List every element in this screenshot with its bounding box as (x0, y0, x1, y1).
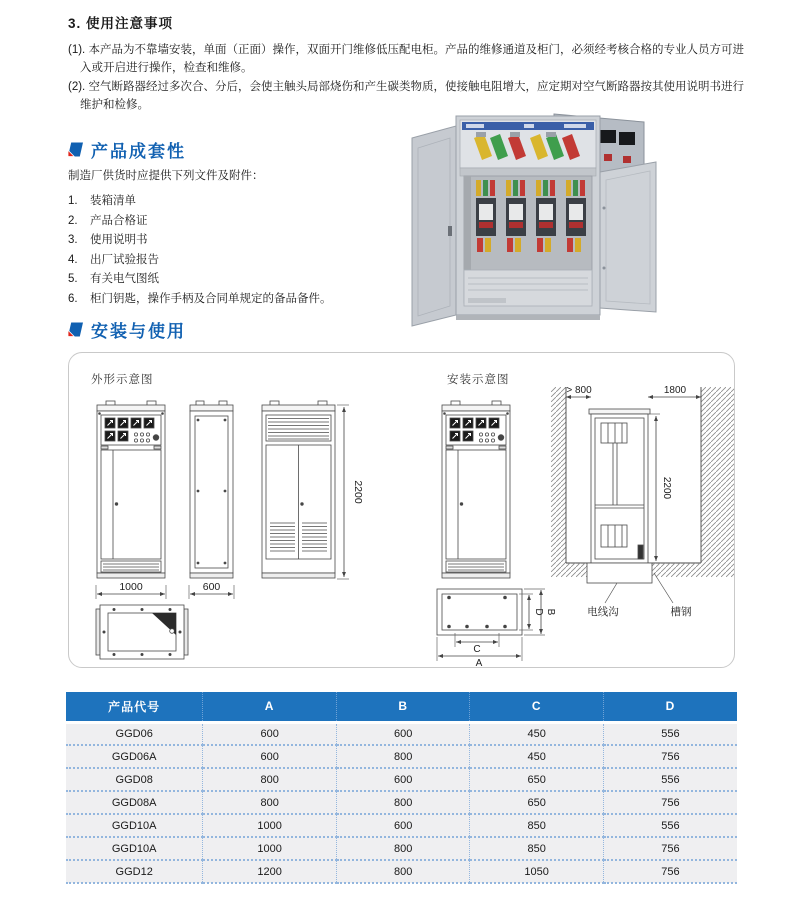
installation-header (68, 317, 186, 342)
table-row: GGD10A 1000 600 850 556 (66, 814, 737, 837)
outline-diagram-label: 外形示意图 (91, 374, 154, 386)
installation-title: 安装与使用 (91, 322, 186, 341)
usage-notes-section (68, 12, 744, 115)
col-header-a: A (203, 692, 337, 722)
usage-note-1: (1). 本产品为不靠墙安装，单面（正面）操作，双面开门维修低压配电柜。产品的维修通道及柜门，必须经考核合格的专业人员方可进入或开启进行操作，检查和维修。 (68, 44, 744, 74)
table-row: GGD06 600 600 450 556 (66, 722, 737, 745)
dim-side-width: 600 (202, 581, 221, 593)
dim-install-height: 2200 (661, 476, 672, 500)
completeness-header (68, 137, 186, 162)
outline-front-view (96, 401, 166, 599)
diagram-panel (68, 352, 735, 668)
outline-bottom-plan (96, 605, 188, 659)
col-header-product-code: 产品代号 (66, 692, 203, 722)
completeness-intro: 制造厂供货时应提供下列文件及附件： (68, 170, 264, 182)
table-row: GGD08 800 600 650 556 (66, 768, 737, 791)
usage-note-2: (2). 空气断路器经过多次合、分后，会使主触头局部烧伤和产生碳类物质，使接触电阻增大，应定期对空气断路器按其使用说明书进行维护和检修。 (68, 81, 744, 111)
completeness-list (68, 192, 408, 309)
col-header-b: B (336, 692, 470, 722)
dim-d: D (533, 608, 544, 616)
col-header-d: D (603, 692, 737, 722)
table-header-row (66, 692, 737, 722)
list-item: 1. 装箱清单 (68, 195, 136, 207)
table-row: GGD08A 800 800 650 756 (66, 791, 737, 814)
list-item: 5. 有关电气图纸 (68, 273, 159, 285)
product-photo (404, 108, 661, 330)
dim-a: A (475, 658, 483, 667)
table-row: GGD10A 1000 800 850 756 (66, 837, 737, 860)
dim-c: C (473, 644, 481, 655)
cabinet-right-door (600, 162, 656, 312)
footprint-plan (437, 589, 556, 667)
list-item: 2. 产品合格证 (68, 214, 148, 227)
outline-rear-view (262, 401, 364, 579)
dim-wall-clearance: > 800 (566, 385, 592, 396)
table-row: GGD06A 600 800 450 756 (66, 745, 737, 768)
section-marker-icon (68, 322, 83, 337)
dim-b: B (545, 608, 556, 616)
outline-side-view (189, 401, 234, 599)
list-item: 3. 使用说明书 (68, 234, 148, 246)
section-marker-icon (68, 142, 83, 157)
col-header-c: C (470, 692, 604, 722)
install-diagram-label: 安装示意图 (447, 374, 510, 386)
list-item: 4. 出厂试验报告 (68, 253, 159, 266)
cabinet-left-door (412, 126, 456, 326)
dim-front-width: 1000 (119, 581, 143, 593)
channel-steel-label: 槽钢 (670, 606, 692, 618)
completeness-body (68, 167, 408, 309)
dim-height: 2200 (352, 480, 364, 504)
list-item: 6. 柜门钥匙，操作手柄及合同单规定的备品备件。 (68, 292, 332, 305)
technical-drawings (69, 353, 734, 667)
dim-aisle: 1800 (663, 385, 687, 396)
install-side-view (551, 385, 734, 618)
install-front-view (442, 401, 510, 578)
cable-trench-label: 电线沟 (587, 606, 619, 618)
product-spec-table (66, 692, 737, 884)
usage-notes-heading: 3. 使用注意事项 (68, 16, 174, 31)
table-row: GGD12 1200 800 1050 756 (66, 860, 737, 883)
completeness-title: 产品成套性 (91, 142, 186, 161)
